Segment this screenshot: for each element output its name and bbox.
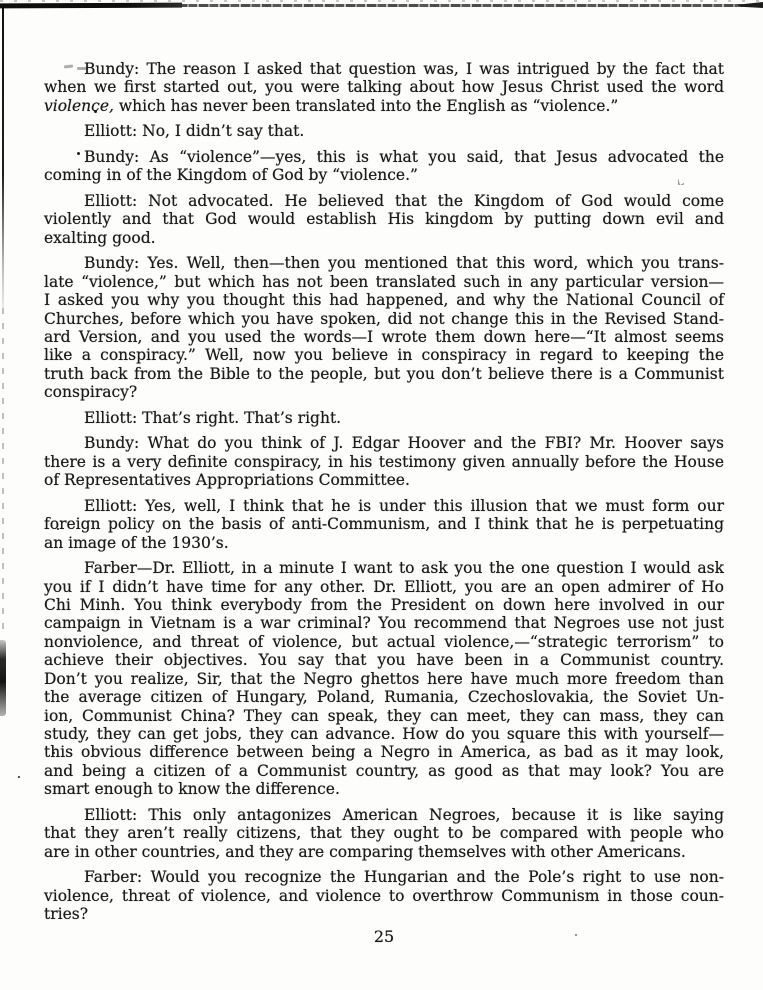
- transcript-line: [44, 688, 724, 706]
- photocopy-left-edge-line: [2, 8, 4, 308]
- transcript-line: [44, 210, 724, 228]
- photocopy-speck: [18, 776, 20, 778]
- transcript-line: [44, 328, 724, 346]
- photocopy-top-dashed-line: [178, 4, 763, 7]
- text-segment: that they aren’t really citizens, that they ought to be compared with people who: [44, 824, 724, 843]
- transcript-line: [44, 192, 724, 210]
- transcript-paragraph: [44, 868, 724, 923]
- transcript-line: [44, 824, 724, 842]
- page-number: 25: [373, 927, 395, 946]
- text-segment: smart enough to know the difference.: [44, 780, 340, 799]
- transcript-body: [44, 60, 724, 931]
- transcript-line: [44, 651, 724, 669]
- transcript-paragraph: [44, 497, 724, 552]
- text-segment: when we first started out, you were talking about how Jesus Christ used the word: [44, 78, 724, 97]
- transcript-line: [44, 843, 724, 861]
- photocopy-top-dots: [0, 0, 763, 2]
- text-segment: campaign in Vietnam is a war criminal? You recommend that Negroes use not just: [44, 614, 724, 633]
- transcript-line: [44, 780, 724, 798]
- text-segment: conspiracy?: [44, 383, 138, 402]
- transcript-line: [44, 346, 724, 364]
- text-segment: study, they can get jobs, they can advance. How do you square this with yourself—: [44, 724, 724, 743]
- text-segment: Bundy: As “violence”—yes, this is what you said, that Jesus advocated the: [84, 148, 724, 166]
- text-segment: Elliott: That’s right. That’s right.: [84, 408, 342, 427]
- text-segment: achieve their objectives. You say that you have been in a Communist country.: [44, 651, 724, 670]
- transcript-line: [44, 633, 724, 651]
- text-segment: coming in of the Kingdom of God by “violence.”: [44, 166, 418, 185]
- text-segment: truth back from the Bible to the people, but you don’t believe there is a Communist: [44, 364, 724, 383]
- transcript-line: [44, 534, 724, 552]
- transcript-line: [44, 559, 724, 577]
- photocopy-left-smudge: [0, 640, 6, 716]
- transcript-line: [44, 515, 724, 533]
- emphasized-text: violence,: [44, 96, 114, 115]
- text-segment: late “violence,” but which has not been translated such in any particular version—: [44, 272, 724, 291]
- text-segment: tries?: [44, 904, 89, 923]
- transcript-line: [44, 148, 724, 166]
- transcript-line: [44, 806, 724, 824]
- transcript-line: [44, 868, 724, 886]
- text-segment: there is a very definite conspiracy, in his testimony given annually before the House: [44, 452, 724, 471]
- text-segment: ard Version, and you used the words—I wrote them down here—“It almost seems: [44, 328, 724, 347]
- transcript-line: [44, 229, 724, 247]
- transcript-line: [44, 905, 724, 923]
- transcript-line: [44, 596, 724, 614]
- transcript-paragraph: [44, 409, 724, 427]
- transcript-paragraph: [44, 806, 724, 861]
- transcript-line: [44, 887, 724, 905]
- transcript-line: [44, 743, 724, 761]
- transcript-line: [44, 365, 724, 383]
- text-segment: Elliott: This only antagonizes American Negroes, because it is like saying: [84, 805, 724, 824]
- transcript-line: [44, 273, 724, 291]
- photocopy-top-edge-artifact: [0, 0, 763, 10]
- transcript-line: [44, 578, 724, 596]
- photocopy-top-right-corner-mark: [737, 2, 763, 8]
- text-segment: ion, Communist China? They can speak, they can meet, they can mass, they can: [44, 706, 724, 725]
- transcript-line: [44, 166, 724, 184]
- text-segment: violence, threat of violence, and violence to overthrow Communism in those coun-: [44, 886, 724, 905]
- transcript-line: [44, 383, 724, 401]
- transcript-paragraph: [44, 559, 724, 798]
- transcript-line: [44, 78, 724, 96]
- transcript-line: [44, 497, 724, 515]
- transcript-paragraph: [44, 60, 724, 115]
- text-segment: the average citizen of Hungary, Poland, Rumania, Czechoslovakia, the Soviet Un-: [44, 688, 724, 707]
- transcript-line: [44, 254, 724, 272]
- transcript-line: [44, 291, 724, 309]
- transcript-line: [44, 310, 724, 328]
- transcript-paragraph: [44, 122, 724, 140]
- transcript-line: [44, 409, 724, 427]
- text-segment: Elliott: Not advocated. He believed that the Kingdom of God would come: [84, 192, 724, 210]
- transcript-line: [44, 434, 724, 452]
- text-segment: violently and that God would establish His kingdom by putting down evil and: [44, 210, 724, 229]
- text-segment: Bundy: The reason I asked that question was, I was intrigued by the fact that: [84, 60, 724, 78]
- photocopy-left-edge-dashes: [2, 308, 4, 638]
- transcript-line: [44, 471, 724, 489]
- transcript-paragraph: [44, 254, 724, 401]
- transcript-paragraph: [44, 192, 724, 247]
- text-segment: which has never been translated into the English as “violence.”: [113, 96, 619, 115]
- transcript-line: [44, 670, 724, 688]
- transcript-line: [44, 453, 724, 471]
- transcript-line: [44, 762, 724, 780]
- text-segment: Farber: Would you recognize the Hungarian and the Pole’s right to use non-: [84, 868, 724, 887]
- transcript-line: [44, 614, 724, 632]
- text-segment: like a conspiracy.” Well, now you believe in conspiracy in regard to keeping the: [44, 346, 724, 365]
- transcript-line: [44, 707, 724, 725]
- transcript-line: [44, 122, 724, 140]
- transcript-paragraph: [44, 434, 724, 489]
- text-segment: are in other countries, and they are comparing themselves with other Americans.: [44, 842, 686, 861]
- text-segment: Bundy: Yes. Well, then—then you mentioned that this word, which you trans-: [84, 254, 724, 273]
- text-segment: you if I didn’t have time for any other. Dr. Elliott, you are an open admirer of Ho: [44, 577, 724, 596]
- text-segment: exalting good.: [44, 228, 156, 247]
- text-segment: Bundy: What do you think of J. Edgar Hoover and the FBI? Mr. Hoover says: [84, 434, 724, 453]
- transcript-line: [44, 97, 724, 115]
- text-segment: I asked you why you thought this had happened, and why the National Council of: [44, 291, 724, 310]
- transcript-line: [44, 60, 724, 78]
- text-segment: Elliott: No, I didn’t say that.: [84, 122, 305, 141]
- photocopy-top-solid-line: [0, 3, 182, 9]
- transcript-line: [44, 725, 724, 743]
- text-segment: an image of the 1930’s.: [44, 533, 229, 552]
- text-segment: this obvious difference between being a Negro in America, as bad as it may look,: [44, 743, 724, 762]
- text-segment: nonviolence, and threat of violence, but actual violence,—“strategic terrorism” to: [44, 632, 724, 651]
- text-segment: foreign policy on the basis of anti-Communism, and I think that he is perpetuating: [44, 515, 724, 534]
- text-segment: and being a citizen of a Communist country, as good as that may look? You are: [44, 761, 724, 780]
- text-segment: of Representatives Appropriations Committee.: [44, 471, 410, 490]
- text-segment: Churches, before which you have spoken, did not change this in the Revised Stand-: [44, 309, 724, 328]
- text-segment: Don’t you realize, Sir, that the Negro ghettos here have much more freedom than: [44, 669, 724, 688]
- text-segment: Elliott: Yes, well, I think that he is under this illusion that we must form our: [84, 496, 724, 515]
- transcript-paragraph: [44, 148, 724, 185]
- text-segment: Chi Minh. You think everybody from the President on down here involved in our: [44, 596, 724, 615]
- text-segment: Farber—Dr. Elliott, in a minute I want to ask you the one question I would ask: [84, 559, 724, 578]
